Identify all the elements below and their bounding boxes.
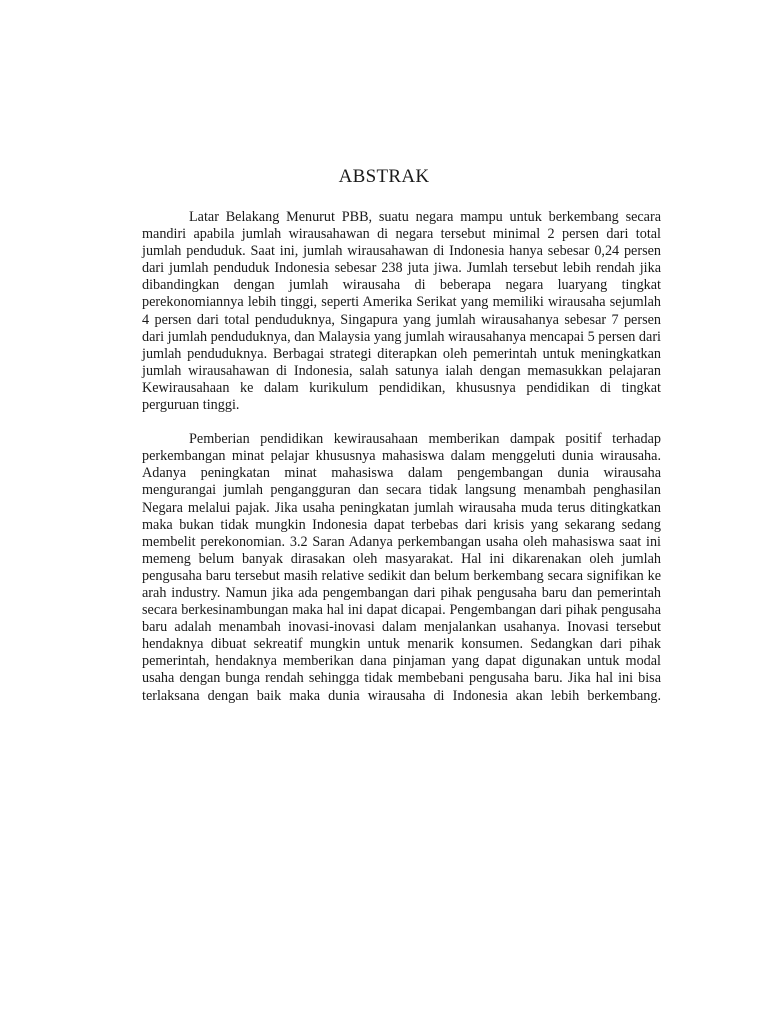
document-title: ABSTRAK (338, 166, 430, 187)
paragraph-background: Latar Belakang Menurut PBB, suatu negara mampu untuk berkembang secara mandiri apabila jumlah wirausahawan di negara tersebut minimal 2 persen dari total jumlah penduduk. Saat ini, jumlah wirausahawan di Indonesia hanya sebesar 0,24 persen dari jumlah penduduk Indonesia sebesar 238 juta jiwa. Jumlah tersebut lebih rendah jika dibandingkan dengan jumlah wirausaha di beberapa negara luaryang tingkat perekonomiannya lebih tinggi, seperti Amerika Serikat yang memiliki wirausaha sejumlah 4 persen dari total penduduknya, Singapura yang jumlah wirausahanya sebesar 7 persen dari jumlah penduduknya, dan Malaysia yang jumlah wirausahanya mencapai 5 persen dari jumlah penduduknya. Berbagai strategi diterapkan oleh pemerintah untuk meningkatkan jumlah wirausahawan di Indonesia, salah satunya ialah dengan memasukkan pelajaran Kewirausahaan ke dalam kurikulum pendidikan, khususnya pendidikan di tingkat perguruan tinggi. (142, 209, 661, 414)
paragraph-recommendation: Pemberian pendidikan kewirausahaan memberikan dampak positif terhadap perkembangan minat pelajar khususnya mahasiswa dalam menggeluti dunia wirausaha. Adanya peningkatan minat mahasiswa dalam pengembangan dunia wirausaha mengurangai jumlah pengangguran dan secara tidak langsung menambah penghasilan Negara melalui pajak. Jika usaha peningkatan jumlah wirausaha muda terus ditingkatkan maka bukan tidak mungkin Indonesia dapat terbebas dari krisis yang sekarang sedang membelit perekonomian. 3.2 Saran Adanya perkembangan usaha oleh mahasiswa saat ini memeng belum banyak dirasakan oleh masyarakat. Hal ini dikarenakan oleh jumlah pengusaha baru tersebut masih relative sedikit dan belum berkembang secara signifikan ke arah industry. Namun jika ada pengembangan dari pihak pengusaha baru dan pemerintah secara berkesinambungan maka hal ini dapat dicapai. Pengembangan dari pihak pengusaha baru adalah menambah inovasi-inovasi dalam menjalankan usahanya. Inovasi tersebut hendaknya dibuat sekreatif mungkin untuk menarik konsumen. Sedangkan dari pihak pemerintah, hendaknya memberikan dana pinjaman yang dapat digunakan untuk modal usaha dengan bunga rendah sehingga tidak membebani pengusaha baru. Jika hal ini bisa terlaksana dengan baik maka dunia wirausaha di Indonesia akan lebih berkembang. (142, 431, 661, 704)
document-body (142, 209, 661, 705)
